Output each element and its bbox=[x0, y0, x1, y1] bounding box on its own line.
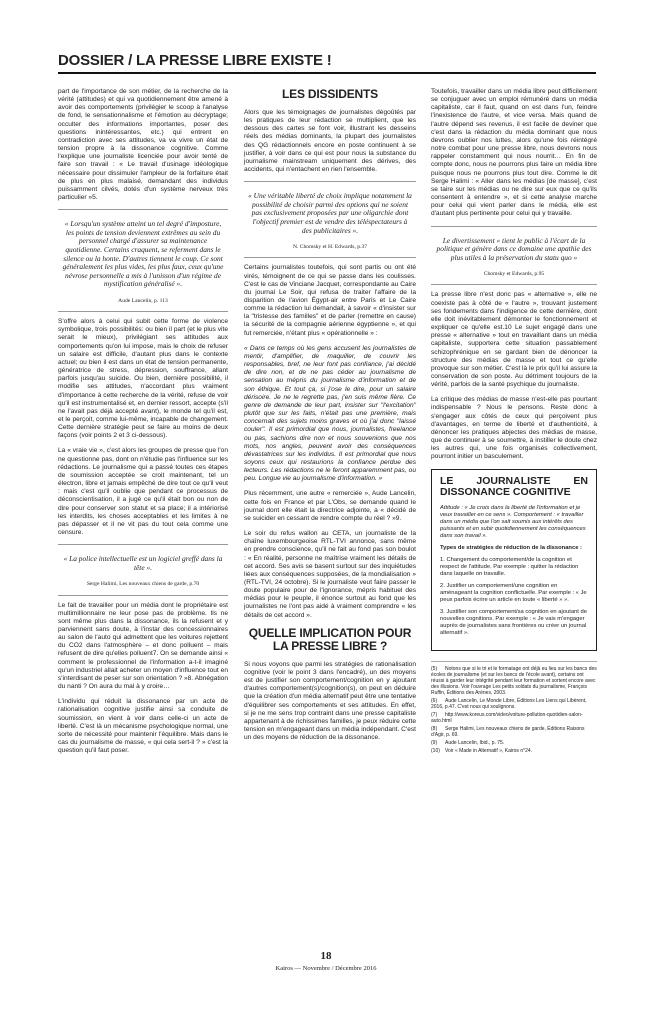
paragraph: Alors que les témoignages de journalistes dégoûtés par les pratiques de leur rédaction se multiplient, que les dessous des cartes se font voir, illustrant les desseins réels des médias dominants, la plupart des journalistes des QG rédactionnels encore en poste continuent à se justifier, à voir dans ce qui est pour nous la substance du journalisme mainstream uniquement des dérives, des accidents, qui n'entachent en rien l'ensemble. bbox=[244, 109, 416, 174]
paragraph: Le fait de travailler pour un média dont le propriétaire est multimillionnaire ne leur pose pas de problème. Ils ne sont même plus dans la dissonance, ils la refusent et y parviennent sans doute, à l'instar des concessionnaires au salon de l'auto qui admettent que les voitures rejettent du CO2 dans l'atmosphère – et donc polluent – mais refusent de dire qu'elles polluent7. On se demande ainsi « comment le professionnel de l'information a-t-il imaginé qu'un industriel allait acheter un moyen d'influence tout en s'interdisant de peser sur son orientation ? »8. Abnégation du nanti ? On aura du mal à y croire… bbox=[58, 601, 228, 691]
divider bbox=[431, 284, 597, 285]
paragraph: S'offre alors à celui qui subit cette forme de violence symbolique, trois possibilités: ou bien il part (et le plus vite serait le mieux), privilégiant ses attitudes aux comportements qu'on lui impose, mais le choix de refuser un salaire est difficile, d'autant plus dans le contexte actuel; ou bien il est dans un état de tension permanente, génératrice de stress, dépression, souffrance, allant parfois jusqu'au suicide. Ou bien, dernière possibilité, il modifie ses attitudes, n'accordant plus vraiment d'importance à cette recherche de la vérité, refuse de voir qu'il est instrumentalisé et, en dernier ressort, accepte (s'il ne l'avait pas déjà accepté avant), le monde tel qu'il est, et le perçoit, comme lui-même, incapable de changement. Cette dernière stratégie peut se faire au moins de deux façons (voir points 2 et 3 ci-dessous). bbox=[58, 318, 228, 440]
section-heading: QUELLE IMPLICATION POUR LA PRESSE LIBRE ? bbox=[248, 625, 412, 653]
footnote: (9) Aude Lancelin, Ibid., p. 75. bbox=[431, 739, 505, 746]
paragraph: part de l'importance de son métier, de la recherche de la vérité (attitudes) et qui va quotidiennement être amené à avoir des comportements (privilégier le scoop à l'analyse de fond, le sensationnalisme et l'émotion au décryptage; occulter des informations importantes, poser des questions inintéressantes, etc.) qui entrent en contradiction avec ses attitudes, va va vivre un état de tension propre à la dissonance cognitive. Comme l'explique une journaliste licenciée pour avoir tenté de faire son travail : « Le travail d'usinage idéologique nécessaire pour dissimuler l'ampleur de la forfaiture était de plus en plus malaisé, demandant des individus puissamment cilvés, dotés d'un système nerveux très particulier »5. bbox=[58, 88, 228, 202]
footnote: (8) Serge Halimi, Les nouveaux chiens de garde, Éditions Raisons d'Agir, p. 69. bbox=[431, 725, 585, 738]
footnote: (10) Voir « Made in Alternatif », Kairos n°24. bbox=[431, 747, 533, 754]
issue-info: Kairos — Novembre / Décembre 2016 bbox=[275, 965, 377, 972]
divider bbox=[58, 311, 228, 312]
page-header bbox=[58, 50, 596, 74]
dossier-kicker: DOSSIER / LA PRESSE LIBRE EXISTE ! bbox=[58, 52, 332, 69]
paragraph: « Dans ce temps où les gens accusent les journalistes de mentir, d'amplifier, de maquiller, de couvrir les responsables, bref, ne leur font pas confiance, j'ai décidé de dire non, et de ne pas céder au journalisme de sensation au mépris du journalisme d'information et de son éthique. Et tout ça, si j'ose le dire, pour un salaire dérisoire. Je ne le regrette pas, j'en suis même fière. Ce genre de demande de leur part, insister sur "l'excitation" plutôt que sur les faits, n'était pas une première, mais concernait des sujets moins graves et où j'ai donc "laissé couler". Il est primordial que nous, journalistes, freelance ou pas, sachions dire non et nous souvenions que nos mots, nos angles, peuvent avoir des conséquences dévastatrices sur les individus. Il est primordial que nous soyons ceux qui restaurions la confiance perdue des lecteurs. Les rédactions ne le feront apparemment pas, ou peu. Longue vie au journalisme d'information. » bbox=[244, 344, 416, 483]
divider bbox=[244, 181, 416, 182]
paragraph: L'individu qui réduit la dissonance par un acte de rationalisation cognitive justifie ainsi sa conduite de soumission, en vient à voir dans celle-ci un acte de liberté. C'est là un mécanisme psychologique normal, une sorte de nécessité pour maintenir l'équilibre. Mais dans le cas du journalisme de masse, « qui cela sert-il ? » c'est la question qu'il faut poser. bbox=[58, 698, 228, 755]
paragraph: La « vraie vie », c'est alors les groupes de presse que l'on ne questionne pas, dont on n'étudie pas l'influence sur les rédactions. Le journalisme qui a passé toutes ces étapes de soumission acceptée se croit maintenant, tel un électron, libre et jamais empêché de dire tout ce qu'il veut : mais c'est qu'il oublie que pendant ce processus de déconscientisation, il a jugé ce qu'il était bon ou non de dire pour conserver son statut et sa place; il a intériorisé les interdits, les choses acceptables et les limites à ne pas dépasser et il ne vit pas du tout cela comme une censure. bbox=[58, 447, 228, 536]
divider bbox=[58, 595, 228, 596]
paragraph: La critique des médias de masse n'est-elle pas pourtant indispensable ? Nous le pensons. Reste donc à s'engager aux côtés de ceux qui perçoivent plus d'avantages, en terme de liberté et d'authenticité, à dénoncer les pratiques abjectes des médias de masse, que de continuer à se soumettre, à instiller le doute chez les autres qui, une fois organisés collectivement, pourront initier un basculement. bbox=[431, 396, 597, 461]
paragraph: Le soir du refus wallon au CETA, un journaliste de la chaîne luxembourgeoise RTL-TVI annonce, sans même en prendre conscience, qu'il ne fait au fond pas son boulot : « En réalité, personne ne maîtrise vraiment les détails de cet accord. Ses avis se basent surtout sur des inquiétudes liées aux conséquences supposées, de la mondialisation » (RTL-TVI, 24 octobre). Si le journaliste veut faire passer le doute populaire pour de l'ignorance, mépris habituel des médias pour le peuple, il énonce surtout au fond que les journalistes ne l'ont pas aidé à vraiment comprendre « les détails de cet accord ». bbox=[244, 530, 416, 619]
paragraph: Plus récemment, une autre « remerciée », Aude Lancelin, cette fois en France et par L'Obs, se demande quand le journal dont elle était la directrice adjointe, a « décidé de se suicider en cessant de rendre compte du réel ? »9. bbox=[244, 490, 416, 522]
paragraph: La presse libre n'est donc pas « alternative », elle ne coexiste pas à côté de « l'autre », trouvant justement ses fondements dans l'indigence de cette dernière, dont elle doit inévitablement démonter le fonctionnement et expliquer ce qu'elle est.10 Le sujet engagé dans une presse « alternative » tout en travaillant dans un média capitaliste, supportera cette situation passablement schizophrénique en se gardant bien de dénoncer la structure des médias de masse et tout ce qu'elle provoque sur son métier. C'est là le prix qu'il lui assure la conservation de son poste. Au détriment toujours de la vérité, parfois de la santé psychique du journaliste. bbox=[431, 291, 597, 389]
box-title: LE JOURNALISTE EN DISSONANCE COGNITIVE bbox=[440, 474, 588, 499]
box-item: 2. Justifier un comportement/une cognition en aménageant la cognition conflictuelle. Par exemple : « Je peux parfois écrire un article en toute « liberté » ». bbox=[440, 582, 587, 603]
box-subtitle: Types de stratégies de réduction de la dissonance : bbox=[440, 544, 582, 551]
divider bbox=[431, 226, 597, 227]
box-item: 1. Changement du comportement/de la cognition et respect de l'attitude. Par exemple : quitter la rédaction dans laquelle on travaille. bbox=[440, 556, 579, 577]
quote-source: Chomsky et Edwards, p.95 bbox=[483, 271, 545, 278]
box-item: 3. Justifier son comportement/sa cognition en ajoutant de nouvelles cognitions. Par exemple : « Je vais m'engager auprès de journalistes sans frontières ou créer un journal alternatif ». bbox=[440, 608, 587, 636]
column-right bbox=[431, 88, 597, 756]
quote-source: Serge Halimi, Les nouveaux chiens de garde, p.70 bbox=[86, 581, 200, 588]
section-heading: LES DISSIDENTS bbox=[282, 87, 378, 101]
footnote: (7) http://www.koreus.com/video/voiture-pollution-quotidien-salon-auto.html bbox=[431, 711, 583, 724]
quote-source: N. Chomsky et H. Edwards, p.37 bbox=[292, 244, 368, 251]
pull-quote: « La police intellectuelle est un logiciel greffé dans la tête ». bbox=[63, 554, 223, 572]
pull-quote: « Une véritable liberté de choix implique notamment la possibilité de choisir parmi des options qui ne soient pas exclusivement proposées par une oligarchie dont l'objectif premier est de vendre des téléspectateurs à des publicitaires ». bbox=[248, 191, 412, 235]
page-number: 18 bbox=[320, 950, 332, 962]
footnotes bbox=[431, 661, 597, 754]
paragraph: Si nous voyons que parmi les stratégies de rationalisation cognitive (voir le point 3 dans l'encadré), un des moyens est de justifier son comportement/cognition en y ajoutant d'autres comportement(s)/cognition(s), on peut en déduire que la création d'un média alternatif peut être une tentative d'équilibrer ses comportements et ses attitudes. En effet, si je ne me sens trop contraint dans une presse capitaliste appartenant à de richissimes familles, je peux réduire cette tension en m'engageant dans un média indépendant. C'est un des moyens de réduction de la dissonance. bbox=[244, 660, 416, 742]
page-footer bbox=[0, 950, 652, 972]
footnote: (5) Notons que si le tri et le formatage ont déjà eu lieu sur les bancs des écoles de journalisme (et sur les bancs de l'école avant), certains ont réussi à garder leur intégrité pendant leur formation et sortent encore avec des illusions. Voir l'ouvrage Les petits soldats du journalisme, François Ruffin, Éditions des Arènes, 2003. bbox=[431, 665, 597, 696]
quote-source: Aude Lancelin, p. 113 bbox=[118, 297, 168, 304]
box-intro: Attitude : « Je crois dans la liberté de l'information et je veux travailler en ce sens ». Comportement : « travailler dans un média que l'on sait soumis aux intérêts des puissants et en subir quotidiennement les conséquences dans son travail ». bbox=[440, 504, 586, 539]
sidebar-box bbox=[431, 469, 597, 651]
paragraph: Toutefois, travailler dans un média libre peut difficilement se conjuguer avec un emploi rémunéré dans un média capitaliste, car il faut, quand on est dans l'un, feindre l'inexistence de l'autre, et vice versa. Mais quand de l'autre dépend ses revenus, il est facile de deviner que c'est dans la rédaction du média dominant que nous devrons oublier nos luttes, alors qu'une fois réintégré notre combat pour une presse libre, nous devrons nous rappeler constamment qui nous nourrit… En fin de compte donc, nous ne pourrons plus faire un média libre puisque nous ne pourrons plus tout dire. Comme le dit Serge Halimi : « Aller dans les médias [de masse], c'est se taire sur les médias ou ne dire sur eux que ce qu'ils consentent à entendre », et si cette analyse marche pour celui qui vient parler dans le média, elle est d'autant plus pertinente pour celui qui y travaille. bbox=[431, 88, 597, 218]
column-left bbox=[58, 88, 228, 762]
pull-quote: Le divertissement « tient le public à l'écart de la politique et génère dans ce domaine une apathie des plus utiles à la préservation du statu quo » bbox=[436, 235, 592, 262]
pull-quote: « Lorsqu'un système atteint un tel degré d'imposture, les points de tension deviennent extrêmes au sein du personnel chargé d'assurer sa maintenance quotidienne. Certains craquent, se referment dans le silence ou la honte. D'autres tiennent le coup. Ce sont généralement les plus vides, les plus faux, ceux qu'une névrose personnelle a mis à l'unisson d'un régime de mystification généralisé ». bbox=[62, 219, 224, 289]
paragraph: Certains journalistes toutefois, qui sont partis ou ont été virés, témoignent de ce qui se passe dans les coulisses. C'est le cas de Vinciane Jacquet, correspondante au Caire du journal Le Soir, qui refusa de traiter l'affaire de la disparition de l'avion Égypt-air entre Paris et Le Caire comme la rédaction lui demandait, à savoir « d'insister sur la "tristesse des familles" et de parler (remettre en cause) la sécurité de la compagnie aérienne égyptienne », et qui fut remerciée, n'étant plus « opérationnelle » : bbox=[244, 264, 416, 337]
footnote: (6) Aude Lancelin, Le Monde Libre, Éditions Les Liens qui Libèrent, 2016, p.47. C'est nous qui soulignons. bbox=[431, 697, 587, 710]
column-middle bbox=[244, 88, 416, 749]
divider bbox=[244, 257, 416, 258]
divider bbox=[58, 209, 228, 210]
divider bbox=[58, 544, 228, 545]
